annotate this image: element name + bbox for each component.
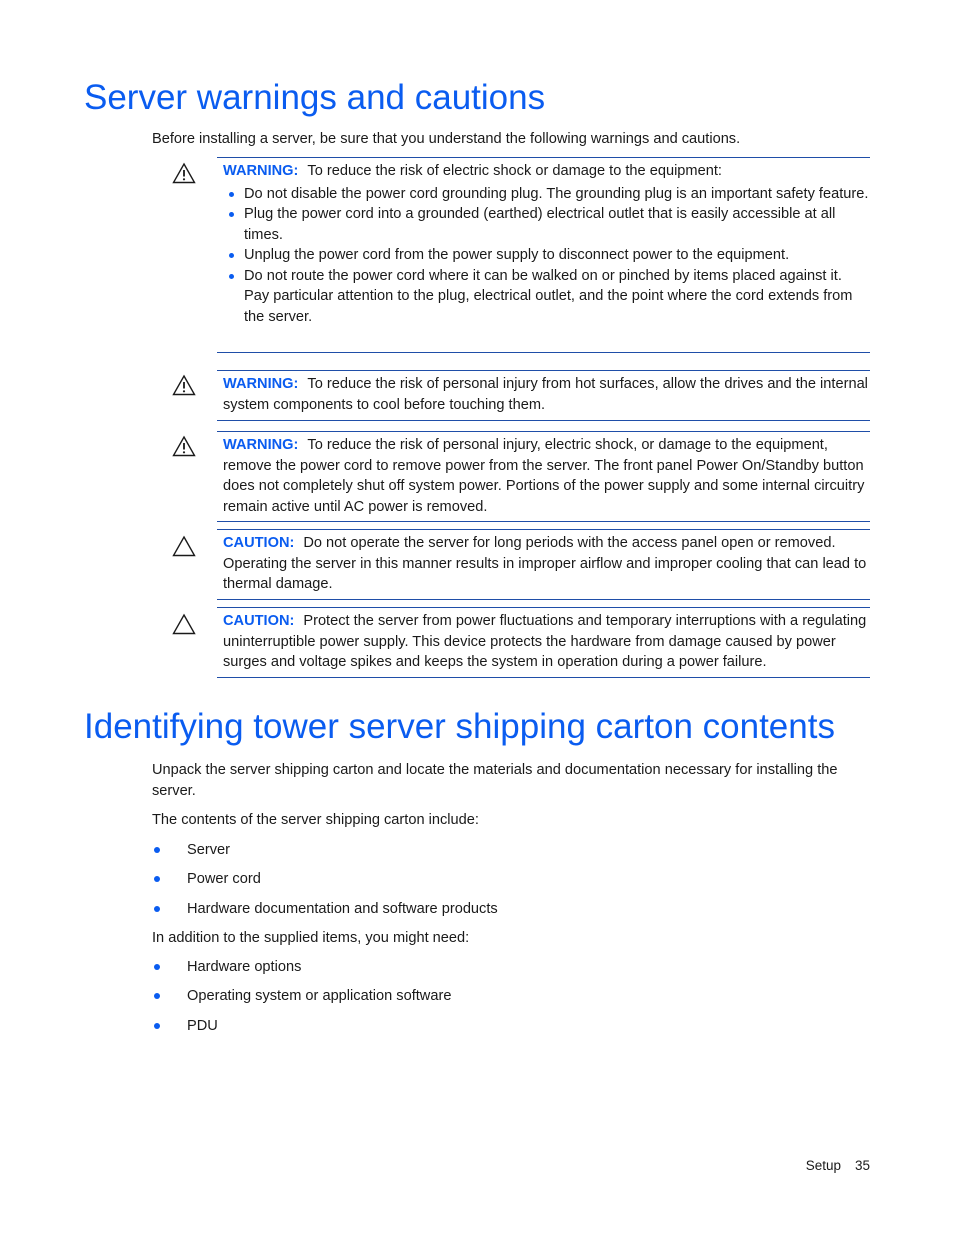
page-footer <box>806 1158 870 1173</box>
additional-list <box>152 957 451 1045</box>
list-item <box>223 184 870 205</box>
bullet-icon <box>154 876 160 882</box>
warning-note-hot-surfaces <box>217 370 870 421</box>
list-item-text: Hardware documentation and software products <box>187 900 498 917</box>
list-item <box>223 245 870 266</box>
bullet-icon <box>154 1023 160 1029</box>
list-item-text: Hardware options <box>187 959 302 975</box>
bullet-icon <box>154 906 160 912</box>
note-body: To reduce the risk of electric shock or damage to the equipment: <box>307 163 722 179</box>
caution-triangle-icon <box>172 535 196 557</box>
bullet-icon <box>229 274 234 279</box>
warnings-intro: Before installing a server, be sure that you understand the following warnings and cautions. <box>152 131 741 147</box>
bullet-icon <box>229 212 234 217</box>
list-item-text: Server <box>187 842 230 858</box>
list-item-text: Power cord <box>187 871 261 888</box>
warning-label: WARNING: <box>223 376 299 392</box>
list-item <box>223 204 870 245</box>
list-item <box>152 869 498 898</box>
list-item <box>152 840 498 869</box>
list-item-text: PDU <box>187 1017 218 1034</box>
note-text <box>223 161 870 182</box>
bullet-icon <box>154 964 160 970</box>
warning-triangle-icon <box>172 435 196 457</box>
bullet-icon <box>229 192 234 197</box>
section-title-carton-contents: Identifying tower server shipping carton contents <box>84 707 835 746</box>
warning-bullet-list <box>223 184 870 328</box>
contents-intro: The contents of the server shipping carton include: <box>152 812 479 828</box>
list-item <box>152 957 451 986</box>
list-item <box>223 266 870 328</box>
note-body: To reduce the risk of personal injury from hot surfaces, allow the drives and the internal system components to cool before touching them. <box>223 376 868 413</box>
warning-triangle-icon <box>172 162 196 184</box>
list-item <box>152 1016 451 1045</box>
note-body: Do not operate the server for long periods with the access panel open or removed. Operating the server in this manner results in improper airflow and improper cooling that can lead to thermal damage. <box>223 535 867 592</box>
bullet-icon <box>154 993 160 999</box>
section-title-warnings: Server warnings and cautions <box>84 78 546 117</box>
list-item-text: Operating system or application software <box>187 988 452 1005</box>
page-number: 35 <box>854 1158 870 1173</box>
warning-note-power-cord <box>217 431 870 522</box>
note-body: Protect the server from power fluctuations and temporary interruptions with a regulating uninterruptible power supply. This device protects the hardware from damage caused by power surges and voltage spikes and keeps the system in operation during a power failure. <box>223 613 867 670</box>
caution-label: CAUTION: <box>223 535 295 551</box>
bullet-icon <box>229 253 234 258</box>
caution-note-power-supply <box>217 607 870 678</box>
warning-label: WARNING: <box>223 437 299 453</box>
caution-label: CAUTION: <box>223 613 295 629</box>
additional-intro: In addition to the supplied items, you might need: <box>152 930 470 946</box>
contents-list <box>152 840 498 928</box>
list-item <box>152 899 498 928</box>
warning-note-electric-shock <box>217 157 870 353</box>
caution-triangle-icon <box>172 613 196 635</box>
footer-section: Setup <box>805 1158 841 1173</box>
warning-triangle-icon <box>172 374 196 396</box>
list-item-text: Unplug the power cord from the power supply to disconnect power to the equipment. <box>244 247 790 263</box>
warning-label: WARNING: <box>223 163 299 179</box>
list-item-text: Do not route the power cord where it can be walked on or pinched by items placed against it. Pay particular attention to the plug, electrical outlet, and the point where the cord extends from the server. <box>244 267 853 325</box>
caution-note-access-panel <box>217 529 870 600</box>
carton-intro: Unpack the server shipping carton and locate the materials and documentation necessary for installing the server. <box>152 762 838 799</box>
bullet-icon <box>154 847 160 853</box>
list-item-text: Do not disable the power cord grounding plug. The grounding plug is an important safety feature. <box>244 185 869 202</box>
note-body: To reduce the risk of personal injury, electric shock, or damage to the equipment, remove the power cord to remove power from the server. The front panel Power On/Standby button does not completely shut off system power. Portions of the power supply and some internal circuitry remain active until AC power is removed. <box>223 437 865 515</box>
list-item-text: Plug the power cord into a grounded (earthed) electrical outlet that is easily accessible at all times. <box>244 206 836 243</box>
list-item <box>152 986 451 1015</box>
